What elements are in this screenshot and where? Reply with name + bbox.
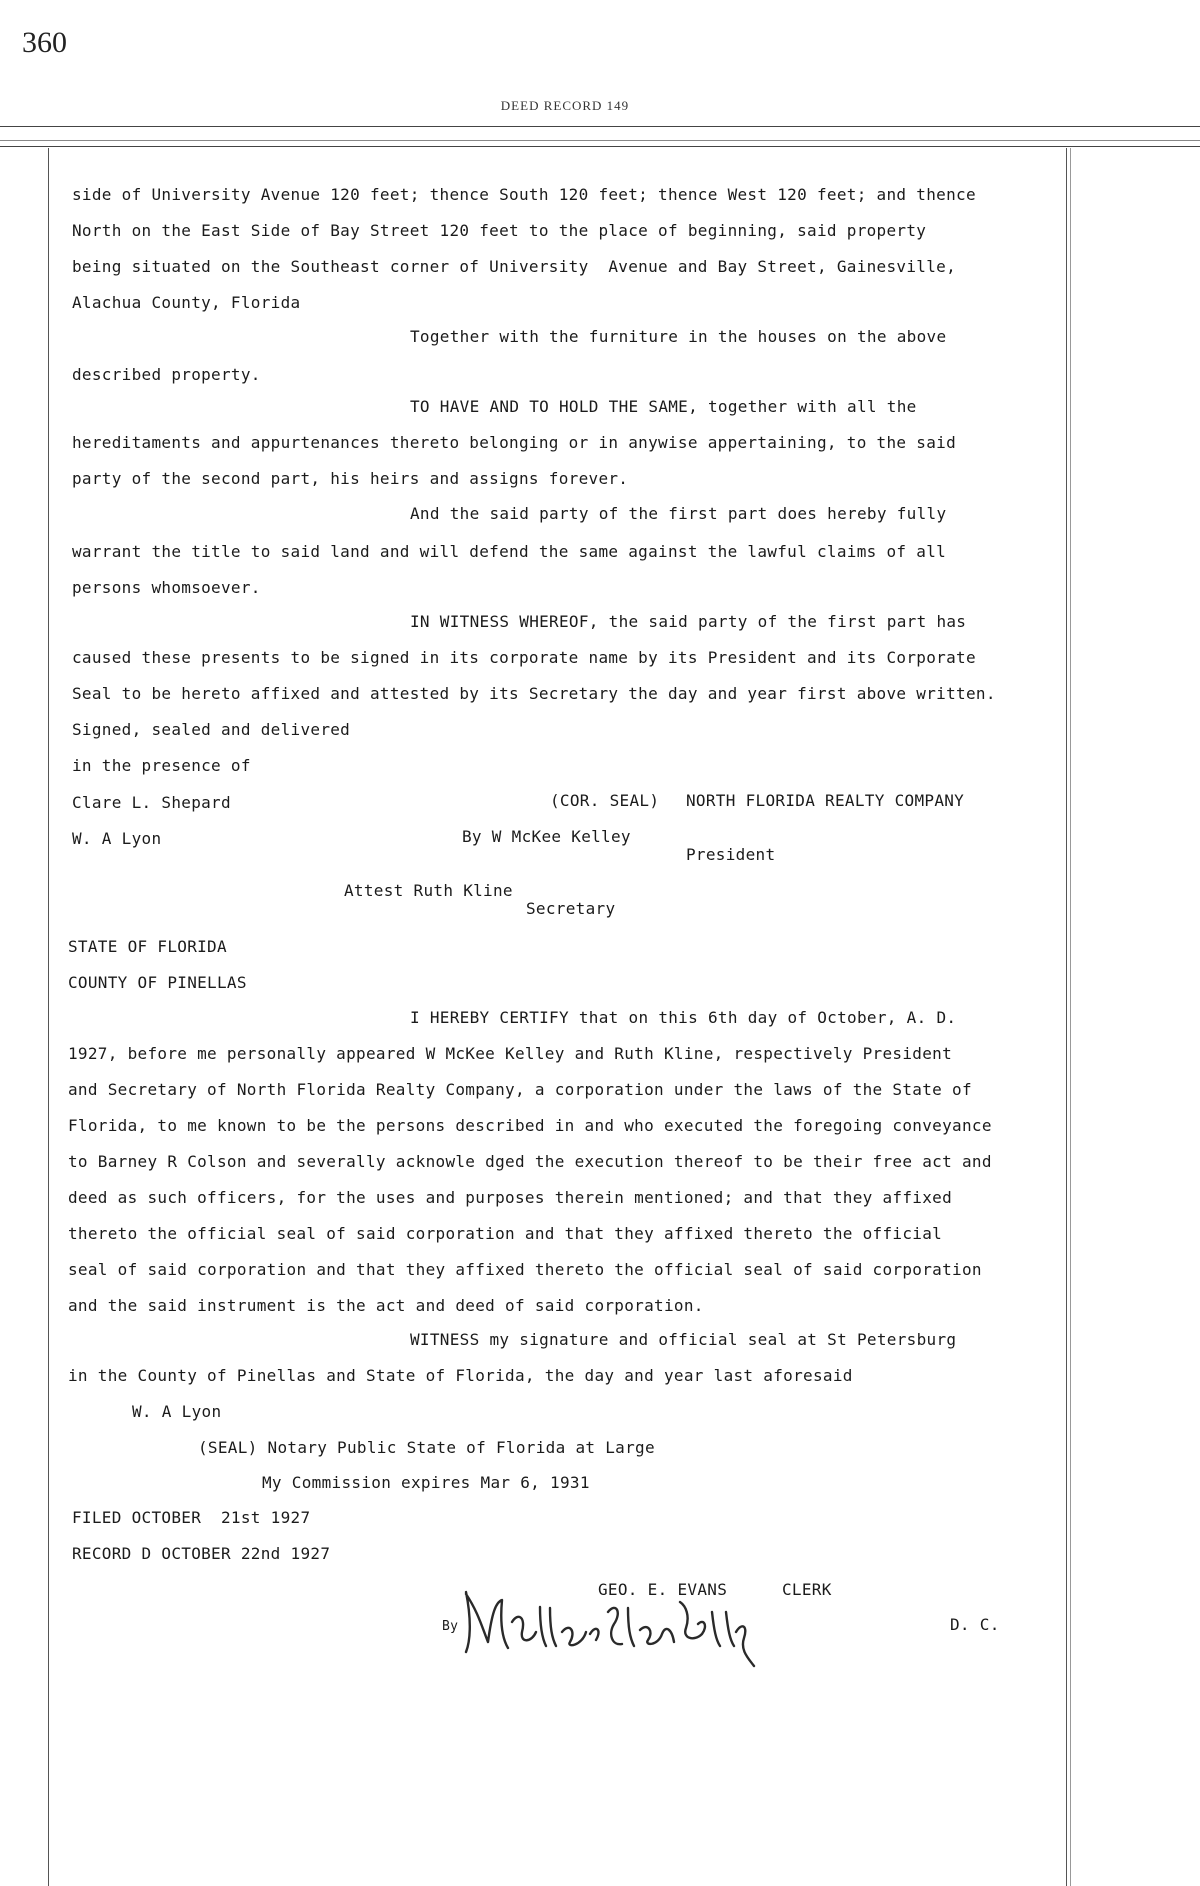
text-line: in the presence of [72,756,251,775]
company-name: NORTH FLORIDA REALTY COMPANY [686,791,965,810]
witness-name: Clare L. Shepard [72,793,231,812]
county-heading: COUNTY OF PINELLAS [68,973,247,992]
clerk-name: GEO. E. EVANS [598,1580,728,1599]
text-line: Alachua County, Florida [72,293,301,312]
text-line: in the County of Pinellas and State of Florida, the day and year last aforesaid [68,1366,853,1385]
deputy-clerk-label: D. C. [950,1615,1000,1634]
text-line: and Secretary of North Florida Realty Company, a corporation under the laws of the State of [68,1080,972,1099]
page-number: 360 [22,26,67,59]
text-line: seal of said corporation and that they affixed thereto the official seal of said corporation [68,1260,982,1279]
text-line: described property. [72,365,261,384]
record-title: DEED RECORD 149 [500,98,630,113]
text-line: IN WITNESS WHEREOF, the said party of the first part has [410,612,967,631]
text-line: to Barney R Colson and severally acknowle dged the execution thereof to be their free act and [68,1152,992,1171]
right-margin-rule-2 [1070,148,1071,1886]
text-line: and the said instrument is the act and deed of said corporation. [68,1296,704,1315]
text-line: warrant the title to said land and will defend the same against the lawful claims of all [72,542,947,561]
text-line: And the said party of the first part does hereby fully [410,504,947,523]
text-line: side of University Avenue 120 feet; thence South 120 feet; thence West 120 feet; and thence [72,185,976,204]
notary-title: (SEAL) Notary Public State of Florida at Large [198,1438,655,1457]
by-label: By [442,1619,459,1634]
recorded-date: RECORD D OCTOBER 22nd 1927 [72,1544,331,1563]
text-line: I HEREBY CERTIFY that on this 6th day of October, A. D. [410,1008,957,1027]
header-rule-top [0,126,1200,127]
text-line: being situated on the Southeast corner of University Avenue and Bay Street, Gainesville, [72,257,957,276]
state-heading: STATE OF FLORIDA [68,937,227,956]
handwritten-signature [436,1572,816,1672]
witness-name: W. A Lyon [72,829,162,848]
text-line: party of the second part, his heirs and assigns forever. [72,469,629,488]
text-line: WITNESS my signature and official seal at St Petersburg [410,1330,957,1349]
left-margin-rule [48,148,49,1886]
corporate-seal-label: (COR. SEAL) [550,791,660,810]
text-line: North on the East Side of Bay Street 120 feet to the place of beginning, said property [72,221,927,240]
text-line: persons whomsoever. [72,578,261,597]
secretary-title: Secretary [526,899,616,918]
text-line: TO HAVE AND TO HOLD THE SAME, together with all the [410,397,917,416]
text-line: deed as such officers, for the uses and purposes therein mentioned; and that they affixed [68,1188,953,1207]
filed-date: FILED OCTOBER 21st 1927 [72,1508,311,1527]
text-line: 1927, before me personally appeared W McKee Kelley and Ruth Kline, respectively President [68,1044,953,1063]
right-margin-rule [1066,148,1067,1886]
text-line: Seal to be hereto affixed and attested by its Secretary the day and year first above written. [72,684,996,703]
president-signature-line: By W McKee Kelley [462,827,631,846]
text-line: Signed, sealed and delivered [72,720,351,739]
header-rule-bottom [0,146,1200,147]
text-line: Together with the furniture in the houses on the above [410,327,947,346]
text-line: Florida, to me known to be the persons described in and who executed the foregoing conveyance [68,1116,992,1135]
text-line: caused these presents to be signed in its corporate name by its President and its Corporate [72,648,976,667]
clerk-title: CLERK [782,1580,832,1599]
president-title: President [686,845,776,864]
text-line: hereditaments and appurtenances thereto belonging or in anywise appertaining, to the said [72,433,957,452]
notary-name: W. A Lyon [132,1402,222,1421]
text-line: thereto the official seal of said corporation and that they affixed thereto the official [68,1224,943,1243]
header-rule-mid [0,140,1200,141]
commission-expiry: My Commission expires Mar 6, 1931 [262,1473,590,1492]
attest-line: Attest Ruth Kline [344,881,513,900]
